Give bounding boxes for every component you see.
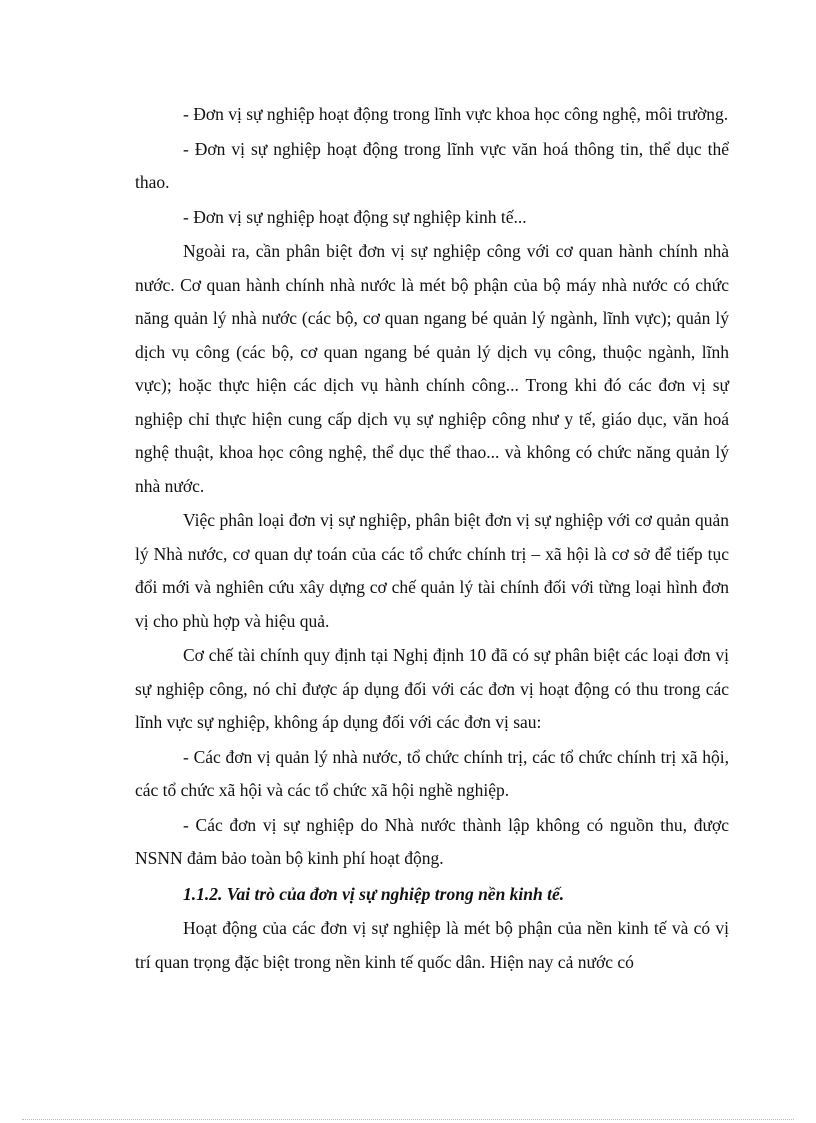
paragraph-exclusion-state-units: - Các đơn vị quản lý nhà nước, tổ chức chính trị, các tổ chức chính trị xã hội, các tổ chức xã hội và các tổ chức xã hội nghề nghiệp. — [135, 746, 729, 800]
paragraph-distinguish-admin-agencies: Ngoài ra, cần phân biệt đơn vị sự nghiệp công với cơ quan hành chính nhà nước. Cơ quan hành chính nhà nước là mét bộ phận của bộ máy nhà nước có chức năng quản lý nhà nước (các bộ, cơ quan ngang bé quản lý ngành, lĩnh vực); quản lý dịch vụ công (các bộ, cơ quan ngang bé quản lý dịch vụ công, thuộc ngành, lĩnh vực); hoặc thực hiện các dịch vụ hành chính công... Trong khi đó các đơn vị sự nghiệp chỉ thực hiện cung cấp dịch vụ sự nghiệp công như y tế, giáo dục, văn hoá nghệ thuật, khoa học công nghệ, thể dục thể thao... và không có chức năng quản lý nhà nước. — [135, 241, 729, 496]
paragraph-culture-sport-units: - Đơn vị sự nghiệp hoạt động trong lĩnh vực văn hoá thông tin, thể dục thể thao. — [135, 138, 729, 192]
paragraph-role-intro: Hoạt động của các đơn vị sự nghiệp là mét bộ phận của nền kinh tế và có vị trí quan trọng đặc biệt trong nền kinh tế quốc dân. Hiện nay cả nước có — [135, 918, 729, 972]
paragraph-exclusion-no-revenue-units: - Các đơn vị sự nghiệp do Nhà nước thành lập không có nguồn thu, được NSNN đảm bảo toàn bộ kinh phí hoạt động. — [135, 814, 729, 868]
paragraph-decree-10: Cơ chế tài chính quy định tại Nghị định 10 đã có sự phân biệt các loại đơn vị sự nghiệp công, nó chỉ được áp dụng đối với các đơn vị hoạt động có thu trong các lĩnh vực sự nghiệp, không áp dụng đối với các đơn vị sau: — [135, 645, 729, 732]
document-body — [135, 98, 729, 979]
page-bottom-divider — [22, 1119, 794, 1120]
section-heading: 1.1.2. Vai trò của đơn vị sự nghiệp trong nền kinh tế. — [183, 883, 565, 904]
paragraph-classification: Việc phân loại đơn vị sự nghiệp, phân biệt đơn vị sự nghiệp với cơ quản quản lý Nhà nước, cơ quan dự toán của các tổ chức chính trị – xã hội là cơ sở để tiếp tục đổi mới và nghiên cứu xây dựng cơ chế quản lý tài chính đối với từng loại hình đơn vị cho phù hợp và hiệu quả. — [135, 510, 729, 631]
paragraph-science-tech-units: - Đơn vị sự nghiệp hoạt động trong lĩnh vực khoa học công nghệ, môi trường. — [183, 104, 729, 124]
paragraph-economic-units: - Đơn vị sự nghiệp hoạt động sự nghiệp kinh tế... — [183, 206, 527, 227]
